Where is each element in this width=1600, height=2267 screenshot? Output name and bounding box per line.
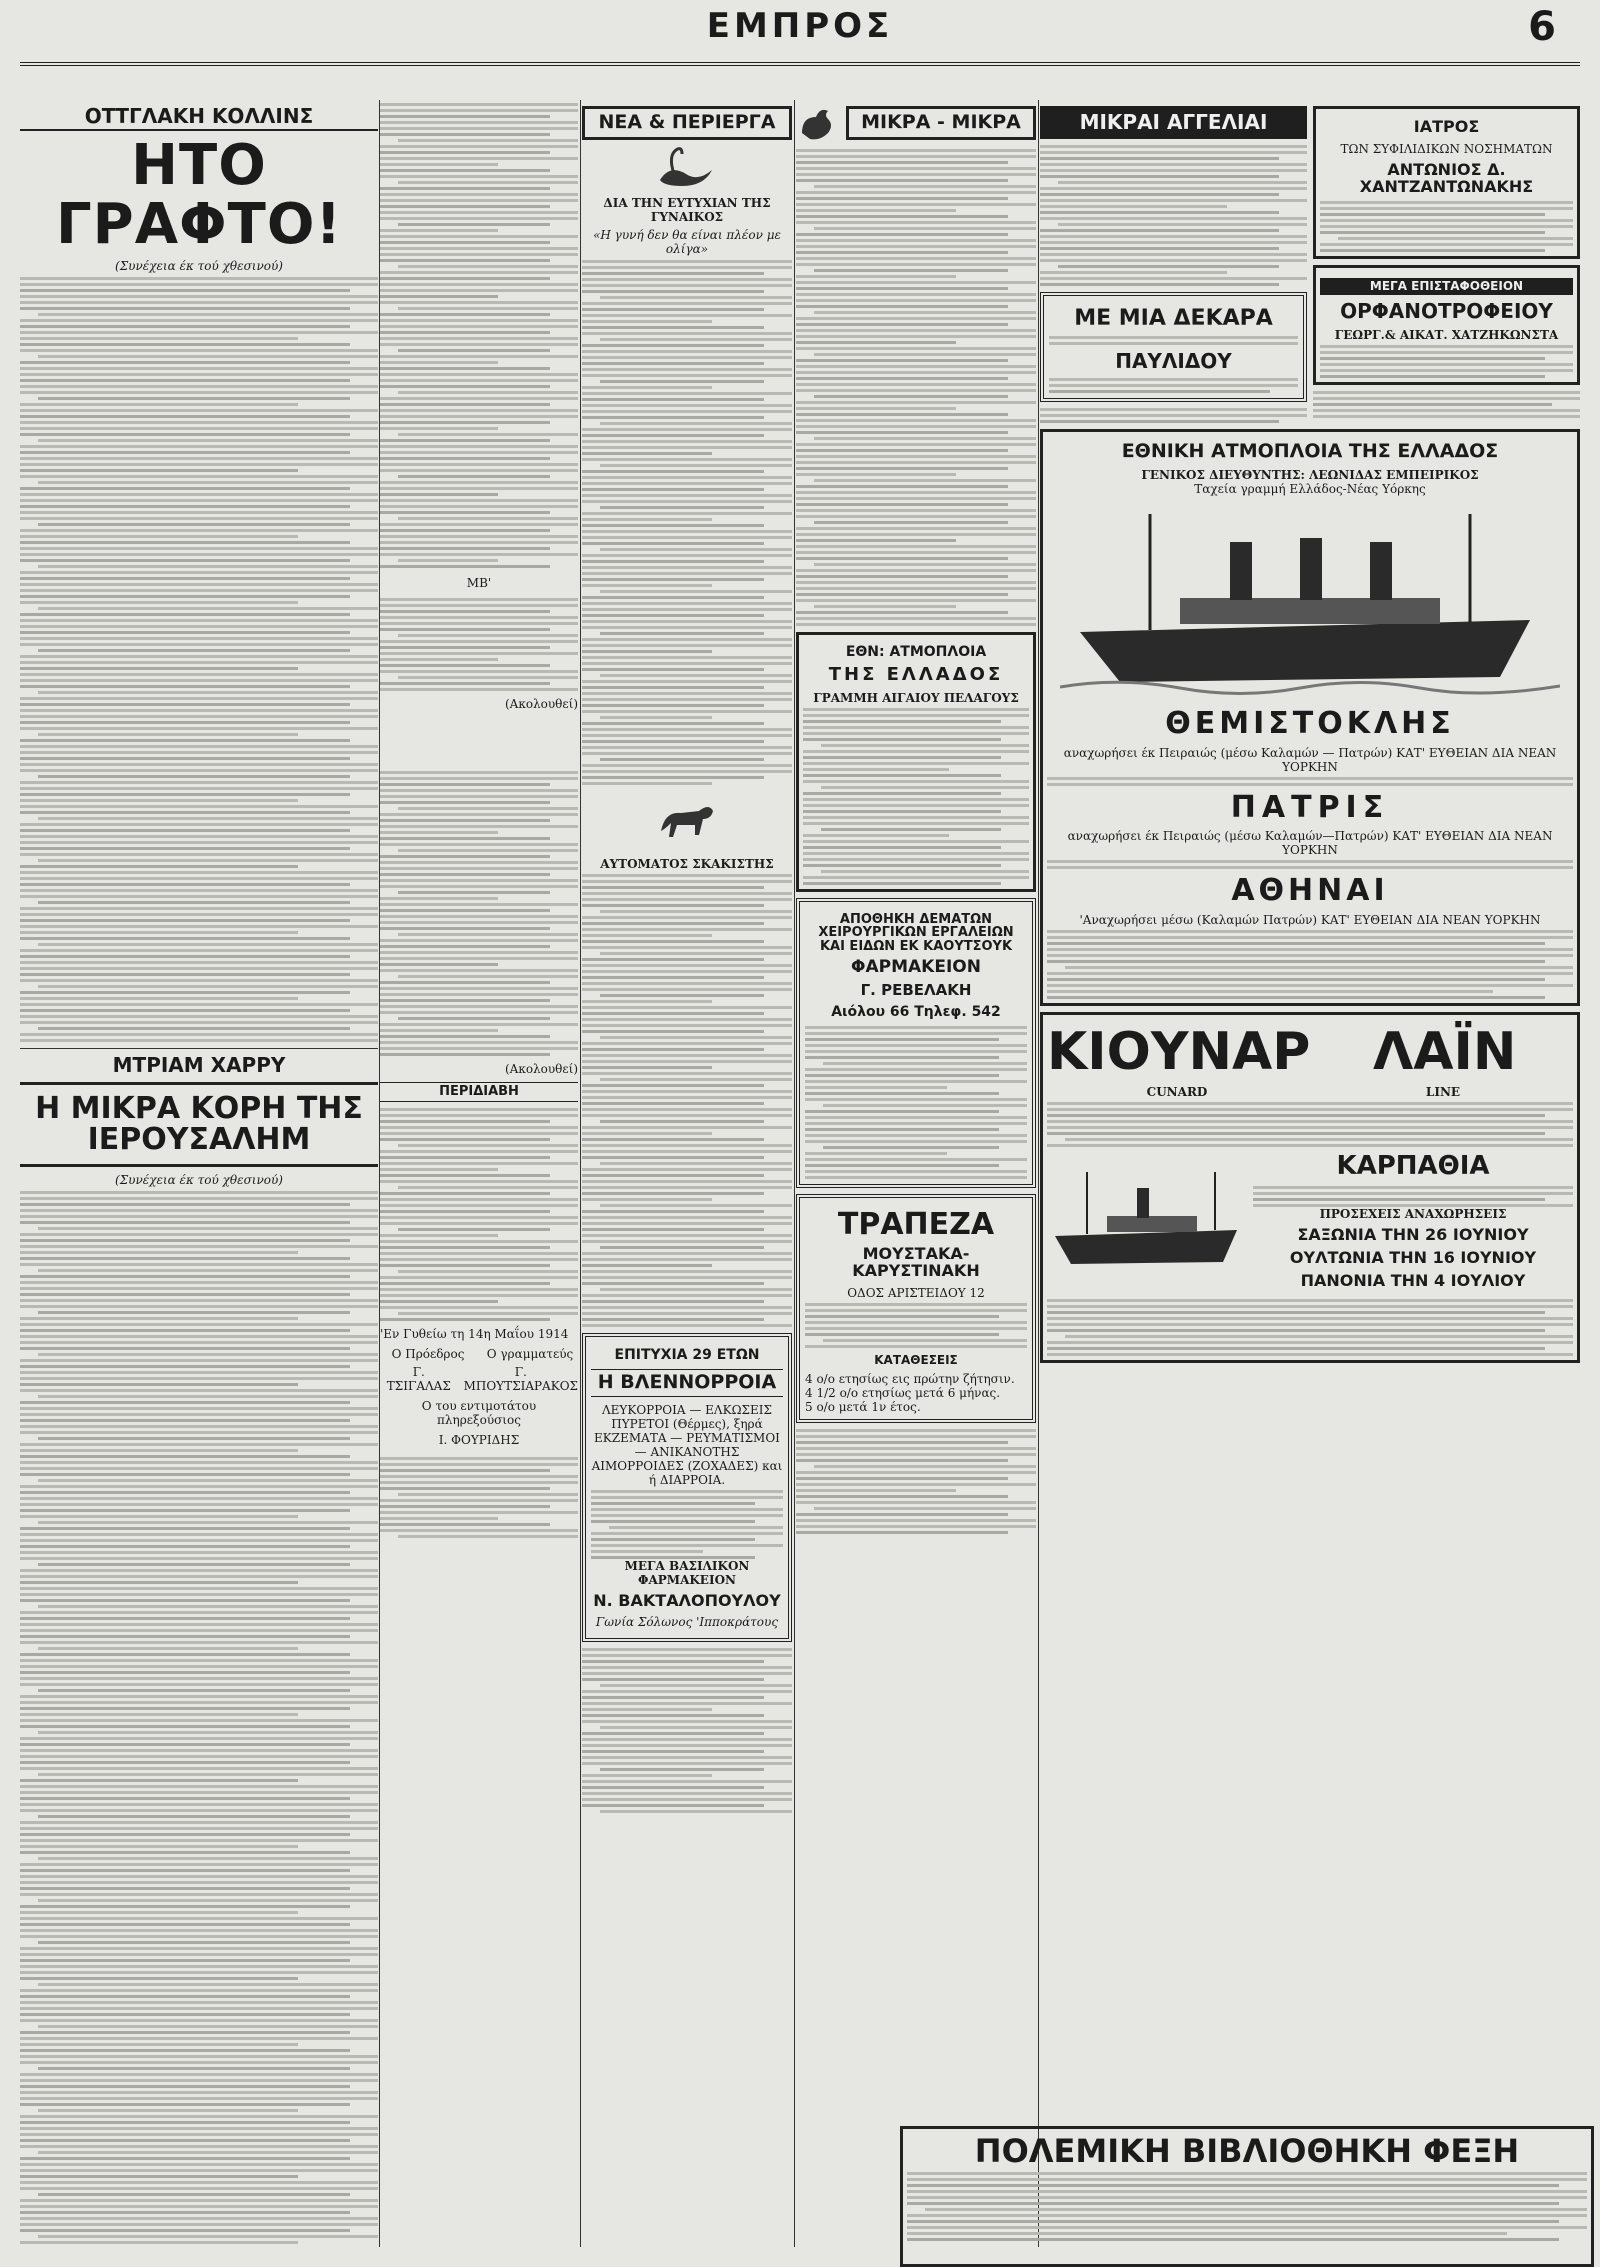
section-peridiavi: ΠΕΡΙΔΙΑΒΗ — [380, 1082, 578, 1102]
ad-text-block — [591, 1490, 783, 1559]
signer-1-role: Ο Πρόεδρος — [391, 1346, 465, 1361]
departures-title: ΠΡΟΣΕΧΕΙΣ ΑΝΑΧΩΡΗΣΕΙΣ — [1319, 1207, 1507, 1222]
article-text-block — [20, 277, 378, 1042]
article-text-block — [380, 1108, 578, 1321]
ship-3-text-block — [1047, 930, 1573, 999]
serial2-author: ΜΤΡΙΑΜ ΧΑΡΡΥ — [112, 1052, 286, 1077]
carpathia-name: ΚΑΡΠΑΘΙΑ — [1336, 1151, 1490, 1182]
rate-2: 4 1/2 ο/ο ετησίως μετά 6 μήνας. — [805, 1386, 1001, 1401]
column-rule — [580, 100, 581, 2247]
ad-body: ΛΕΥΚΟΡΡΟΙΑ — ΕΛΚΩΣΕΙΣ ΠΥΡΕΤΟΙ (Θέρμες), ξηρά ΕΚΖΕΜΑΤΑ — ΡΕΥΜΑΤΙΣΜΟΙ — ΑΝΙΚΑΝΟΤΗΣ ΑΙΜΟΡΡΟΙΔΕΣ (ΖΟΧΑΔΕΣ) και ή ΔΙΑΡΡΟΙΑ. — [591, 1402, 783, 1487]
column-4 — [796, 100, 1036, 2247]
column-rule — [1038, 100, 1039, 2247]
dekara-ad — [1040, 292, 1307, 402]
paper-title: ΕΜΠΡΟΣ — [706, 6, 894, 46]
departure-2: ΟΥΛΤΩΝΙΑ ΤΗΝ 16 ΙΟΥΝΙΟΥ — [1289, 1248, 1537, 1268]
schedule-text-block — [803, 708, 1029, 885]
serial-kicker: ΟΤΤΓΛΑΚΗ ΚΟΛΛΙΝΣ — [20, 106, 378, 131]
ad-owner: Ν. ΒΑΚΤΑΛΟΠΟΥΛΟΥ — [593, 1590, 781, 1610]
mikra-header: ΜΙΚΡΑ - ΜΙΚΡΑ — [846, 106, 1036, 140]
cunard-greek-2: ΛΑΪΝ — [1373, 1021, 1517, 1082]
article-text-block — [796, 1429, 1036, 1534]
continued-note: (Συνέχεια έκ τού χθεσινού) — [115, 258, 283, 273]
date-line: 'Εν Γυθείω τη 14η Μαΐου 1914 — [380, 1326, 569, 1341]
fexi-library-ad — [900, 2126, 1594, 2267]
rooster-icon — [796, 103, 840, 143]
store-addr: Αιόλου 66 Τηλεφ. 542 — [831, 1004, 1001, 1021]
doctor-sub: ΤΩΝ ΣΥΦΙΛΙΔΙΚΩΝ ΝΟΣΗΜΑΤΩΝ — [1340, 141, 1553, 156]
signer-3-role: Ο του εντιμοτάτου πληρεξούσιος — [421, 1398, 537, 1427]
doctor-ad — [1313, 106, 1580, 259]
ship-3-name: ΑΘΗΝΑΙ — [1231, 873, 1389, 909]
atmo-line: Ταχεία γραμμή Ελλάδος-Νέας Υόρκης — [1194, 482, 1426, 497]
store-owner: Γ. ΡΕΒΕΛΑΚΗ — [860, 981, 972, 1000]
store-name: ΦΑΡΜΑΚΕΙΟΝ — [851, 957, 981, 978]
article-text-block — [582, 260, 792, 785]
dog-title: ΑΥΤΟΜΑΤΟΣ ΣΚΑΚΙΣΤΗΣ — [600, 856, 774, 871]
signoff-1: (Ακολουθεί) — [504, 697, 578, 711]
page-number: 6 — [1528, 4, 1556, 50]
cunard-ad — [1040, 1012, 1580, 1363]
news-sub: ΔΙΑ ΤΗΝ ΕΥΤΥΧΙΑΝ ΤΗΣ ΓΥΝΑΙΚΟΣ — [603, 195, 771, 224]
atmo-title: ΕΘΝΙΚΗ ΑΤΜΟΠΛΟΙΑ ΤΗΣ ΕΛΛΑΔΟΣ — [1121, 440, 1499, 463]
article-text-block — [796, 149, 1036, 626]
signer-2-role: Ο γραμματεύς — [486, 1346, 574, 1361]
bank-title: ΤΡΑΠΕΖΑ — [837, 1206, 995, 1242]
news-header: ΝΕΑ & ΠΕΡΙΕΡΓΑ — [582, 106, 792, 140]
fexi-title: ΠΟΛΕΜΙΚΗ ΒΙΒΛΙΟΘΗΚΗ ΦΕΞΗ — [974, 2132, 1520, 2170]
rate-3: 5 ο/ο μετά 1ν έτος. — [805, 1400, 921, 1415]
orphan-title: ΜΕΓΑ ΕΠΙΣΤΑΦΟΘΕΙΟΝ — [1320, 278, 1573, 295]
ethniki-atmoploia-box — [796, 632, 1036, 892]
departure-1: ΣΑΞΩΝΙΑ ΤΗΝ 26 ΙΟΥΝΙΟΥ — [1297, 1225, 1529, 1245]
news-sub-2: «Η γυνή δεν θα είναι πλέον με ολίγα» — [593, 227, 781, 256]
column-rule — [794, 100, 795, 2247]
departure-3: ΠΑΝΟΝΙΑ ΤΗΝ 4 ΙΟΥΛΙΟΥ — [1300, 1271, 1526, 1291]
ship-1-name: ΘΕΜΙΣΤΟΚΛΗΣ — [1165, 706, 1455, 742]
serial-headline: ΗΤΟ ΓΡΑΦΤΟ! — [55, 133, 342, 257]
ship-2-text-block — [1047, 860, 1573, 869]
masthead-rule — [20, 62, 1580, 66]
atmo-director: ΓΕΝΙΚΟΣ ΔΙΕΥΘΥΝΤΗΣ: ΛΕΩΝΙΔΑΣ ΕΜΠΕΙΡΙΚΟΣ — [1141, 468, 1479, 483]
ethn-title: ΕΘΝ: ΑΤΜΟΠΛΟΙΑ — [845, 643, 987, 660]
fexi-text-block — [907, 2172, 1587, 2241]
line-title: ΓΡΑΜΜΗ ΑΙΓΑΙΟΥ ΠΕΛΑΓΟΥΣ — [813, 690, 1019, 705]
rate-1: 4 ο/ο ετησίως εις πρώτην ζήτησιν. — [805, 1372, 1015, 1387]
signer-3-name: Ι. ΦΟΥΡΙΔΗΣ — [438, 1432, 520, 1447]
bank-addr: ΟΔΟΣ ΑΡΙΣΤΕΙΔΟΥ 12 — [847, 1285, 985, 1300]
vlennorrea-ad — [582, 1333, 792, 1642]
article-text-block — [582, 1648, 792, 1813]
column-1 — [20, 100, 378, 2247]
cunard-text-block — [1047, 1102, 1573, 1147]
ship-1-route: αναχωρήσει έκ Πειραιώς (μέσω Καλαμών — Πατρών) ΚΑΤ' ΕΥΘΕΙΑΝ ΔΙΑ ΝΕΑΝ ΥΟΡΚΗΝ — [1063, 745, 1557, 774]
steamship-illustration — [1060, 502, 1560, 702]
signoff-2: (Ακολουθεί) — [504, 1062, 578, 1076]
orphan-name: ΟΡΦΑΝΟΤΡΟΦΕΙΟΥ — [1340, 298, 1553, 323]
dekara-text-block — [1049, 336, 1298, 345]
doctor-text-block — [1320, 201, 1573, 252]
dekara-title: ΜΕ ΜΙΑ ΔΕΚΑΡΑ — [1074, 306, 1273, 331]
ad-addr: Γωνία Σόλωνος 'Ιπποκράτους — [595, 1615, 779, 1630]
ethn-sub: ΤΗΣ ΕΛΛΑΔΟΣ — [828, 663, 1004, 685]
carpathia-ship-icon — [1047, 1166, 1247, 1276]
orphan-text-block — [1320, 345, 1573, 378]
ship-2-name: ΠΑΤΡΙΣ — [1230, 789, 1390, 825]
revelakis-ad — [796, 898, 1036, 1188]
ad-pharmacy: ΜΕΓΑ ΒΑΣΙΛΙΚΟΝ ΦΑΡΜΑΚΕΙΟΝ — [624, 1558, 750, 1587]
column-2 — [380, 100, 578, 2247]
dekara-name: ΠΑΥΛΙΔΟΥ — [1115, 349, 1232, 374]
deposits-title: ΚΑΤΑΘΕΣΕΙΣ — [874, 1352, 958, 1367]
serial2-headline: Η ΜΙΚΡΑ ΚΟΡΗ ΤΗΣ ΙΕΡΟΥΣΑΛΗΜ — [20, 1082, 378, 1167]
marker: ΜΒ' — [466, 576, 492, 590]
dekara-text-block — [1049, 378, 1298, 393]
bank-ad — [796, 1194, 1036, 1424]
signer-2-name: Γ. ΜΠΟΥΤΣΙΑΡΑΚΟΣ — [463, 1364, 578, 1393]
classified-text-block — [1040, 408, 1307, 423]
ad-name: Η ΒΛΕΝΝΟΡΡΟΙΑ — [591, 1369, 783, 1397]
article-text-block — [20, 1191, 378, 2247]
carpathia-text-block — [1253, 1186, 1573, 1207]
doctor-name: ΑΝΤΩΝΙΟΣ Δ. ΧΑΝΤΖΑΝΤΩΝΑΚΗΣ — [1359, 159, 1534, 196]
column-5 — [1040, 100, 1580, 2247]
cunard-greek-1: ΚΙΟΥΝΑΡ — [1047, 1021, 1311, 1082]
orphan-sub: ΓΕΩΡΓ.& ΑΙΚΑΤ. ΧΑΤΖΗΚΩΝΣΤΑ — [1334, 327, 1559, 342]
bank-name: ΜΟΥΣΤΑΚΑ-ΚΑΡΥΣΤΙΝΑΚΗ — [852, 1244, 980, 1281]
article-text-block — [380, 1457, 578, 1538]
article-text-block — [380, 103, 578, 568]
orphanage-ad — [1313, 265, 1580, 385]
store-text-block — [805, 1026, 1027, 1179]
swan-icon — [652, 146, 722, 190]
article-text-block — [380, 771, 578, 1056]
ship-3-route: 'Αναχωρήσει μέσω (Καλαμών Πατρών) ΚΑΤ' ΕΥΘΕΙΑΝ ΔΙΑ ΝΕΑΝ ΥΟΡΚΗΝ — [1079, 912, 1541, 927]
store-title: ΑΠΟΘΗΚΗ ΔΕΜΑΤΩΝ ΧΕΙΡΟΥΡΓΙΚΩΝ ΕΡΓΑΛΕΙΩΝ ΚΑΙ ΕΙΔΩΝ ΕΚ ΚΑΟΥΤΣΟΥΚ — [818, 911, 1014, 954]
bank-text-block — [805, 1303, 1027, 1348]
cunard-latin-1: CUNARD — [1146, 1085, 1208, 1100]
classified-header: ΜΙΚΡΑΙ ΑΓΓΕΛΙΑΙ — [1040, 106, 1307, 139]
ad-title: ΕΠΙΤΥΧΙΑ 29 ΕΤΩΝ — [614, 1346, 760, 1363]
masthead — [20, 0, 1580, 96]
ethniki-atmoploia-ad — [1040, 429, 1580, 1005]
classified-text-block — [1313, 391, 1580, 418]
article-text-block — [582, 874, 792, 1327]
ship-2-route: αναχωρήσει έκ Πειραιώς (μέσω Καλαμών—Πατρών) ΚΑΤ' ΕΥΘΕΙΑΝ ΔΙΑ ΝΕΑΝ ΥΟΡΚΗΝ — [1067, 829, 1553, 858]
signer-1-name: Γ. ΤΣΙΓΑΛΑΣ — [386, 1364, 451, 1393]
cunard-text-block — [1047, 1299, 1573, 1356]
ship-1-text-block — [1047, 777, 1573, 786]
dog-icon — [655, 791, 719, 851]
doctor-title: ΙΑΤΡΟΣ — [1413, 117, 1480, 136]
cunard-latin-2: LINE — [1425, 1085, 1461, 1100]
continued-note-2: (Συνέχεια έκ τού χθεσινού) — [115, 1172, 283, 1187]
classified-text-block — [1040, 145, 1307, 286]
column-3 — [582, 100, 792, 2247]
article-text-block — [380, 598, 578, 691]
